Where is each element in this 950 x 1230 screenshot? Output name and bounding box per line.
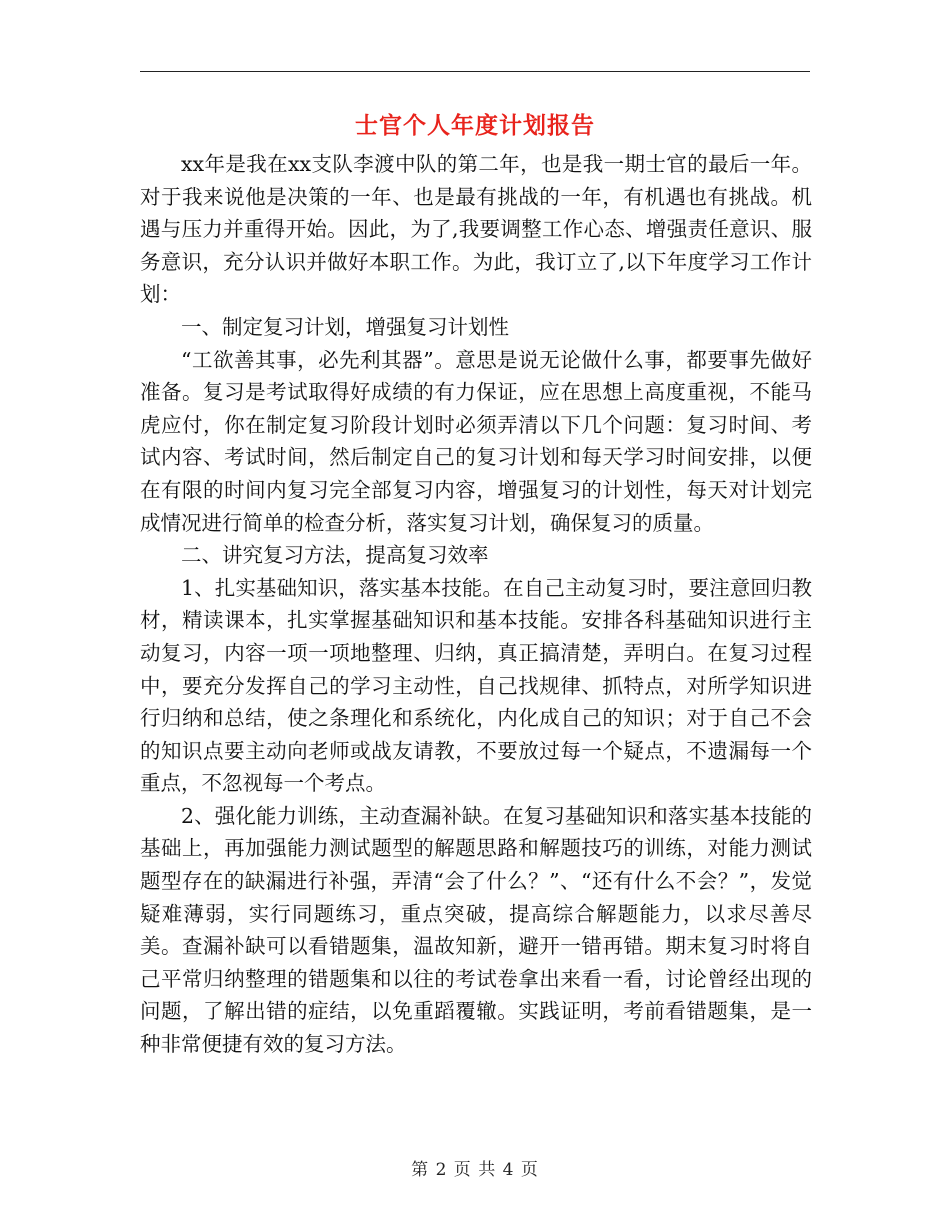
page-number: 第 2 页 共 4 页	[411, 1160, 539, 1180]
section-1-paragraph: “工欲善其事，必先利其器”。意思是说无论做什么事，都要事先做好准备。复习是考试取得好成绩的有力保证，应在思想上高度重视，不能马虎应付，你在制定复习阶段计划时必须弄清以下几个问题：复习时间、考试内容、考试时间，然后制定自己的复习计划和每天学习时间安排，以便在有限的时间内复习完全部复习内容，增强复习的计划性，每天对计划完成情况进行简单的检查分析，落实复习计划，确保复习的质量。	[140, 347, 812, 535]
section-heading-1: 一、制定复习计划，增强复习计划性	[181, 314, 509, 339]
intro-paragraph: xx年是我在xx支队李渡中队的第二年，也是我一期士官的最后一年。对于我来说他是决策的一年、也是最有挑战的一年，有机遇也有挑战。机遇与压力并重得开始。因此，为了,我要调整工作心态、增强责任意识、服务意识，充分认识并做好本职工作。为此，我订立了,以下年度学习工作计划：	[140, 152, 812, 307]
header-divider	[140, 71, 810, 72]
section-heading-2: 二、讲究复习方法，提高复习效率	[181, 543, 489, 568]
document-body	[140, 148, 812, 1061]
section-2-item-2: 2、强化能力训练，主动查漏补缺。在复习基础知识和落实基本技能的基础上，再加强能力测试题型的解题思路和解题技巧的训练，对能力测试题型存在的缺漏进行补强，弄清“会了什么？”、“还有什么不会？”，发觉疑难薄弱，实行同题练习，重点突破，提高综合解题能力，以求尽善尽美。查漏补缺可以看错题集，温故知新，避开一错再错。期末复习时将自己平常归纳整理的错题集和以往的考试卷拿出来看一看，讨论曾经出现的问题，了解出错的症结，以免重蹈覆辙。实践证明，考前看错题集，是一种非常便捷有效的复习方法。	[140, 803, 812, 1057]
document-title: 士官个人年度计划报告	[355, 112, 595, 139]
section-2-item-1: 1、扎实基础知识，落实基本技能。在自己主动复习时，要注意回归教材，精读课本，扎实掌握基础知识和基本技能。安排各科基础知识进行主动复习，内容一项一项地整理、归纳，真正搞清楚，弄明白。在复习过程中，要充分发挥自己的学习主动性，自己找规律、抓特点，对所学知识进行归纳和总结，使之条理化和系统化，内化成自己的知识；对于自己不会的知识点要主动向老师或战友请教，不要放过每一个疑点，不遗漏每一个重点，不忽视每一个考点。	[140, 575, 812, 796]
